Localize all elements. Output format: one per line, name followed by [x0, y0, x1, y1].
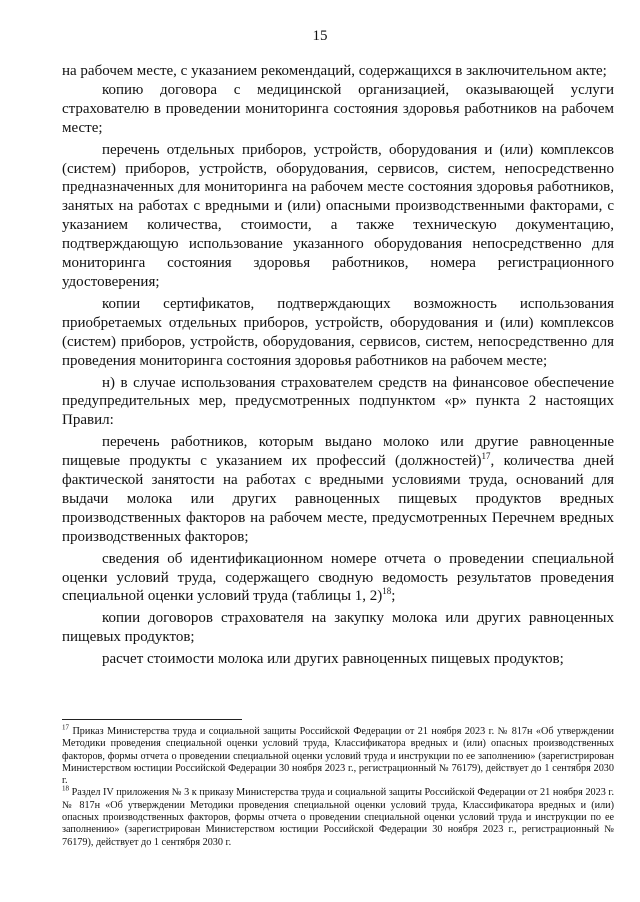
- paragraph: копии сертификатов, подтверждающих возможность использования приобретаемых отдельных приборов, устройств, оборудования и (или) комплексов (систем) приборов, устройств, оборудования, сервисов, систем, непосредственно для проведения мониторинга состояния здоровья работников на рабочем месте;: [62, 295, 614, 369]
- footnote: [62, 723, 614, 787]
- footnote-ref: 17: [481, 451, 491, 462]
- footnote-number: 17: [62, 723, 69, 732]
- paragraph: [62, 433, 614, 546]
- body-text: [62, 62, 614, 669]
- footnote-divider: [62, 719, 242, 720]
- paragraph: перечень отдельных приборов, устройств, оборудования и (или) комплексов (систем) приборов, устройств, оборудования, сервисов, систем, непосредственно предназначенных для мониторинга на рабочем месте состояния здоровья работников, занятых на работах с вредными и (или) опасными производственными факторами, с указанием количества, стоимости, а также техническую документацию, подтверждающую использование указанного оборудования непосредственно для мониторинга состояния здоровья работников, номера регистрационного удостоверения;: [62, 141, 614, 290]
- paragraph: копию договора с медицинской организацией, оказывающей услуги страхователю в проведении мониторинга состояния здоровья работников на рабочем месте;: [62, 81, 614, 136]
- footnote-ref: 18: [382, 586, 392, 597]
- paragraph-text: сведения об идентификационном номере отчета о проведении специальной оценки условий труда, содержащего сводную ведомость результатов проведения специальной оценки условий труда (таблицы 1, 2): [62, 550, 614, 605]
- paragraph: на рабочем месте, с указанием рекомендаций, содержащихся в заключительном акте;: [62, 63, 607, 79]
- paragraph-text-continued: ;: [391, 588, 396, 605]
- paragraph-text-continued: , количества дней фактической занятости на работах с вредными условиями труда, оснований для выдачи молока или других равноценных пищевых продуктов вредных производственных факторов на рабочем месте, предусмотренных Перечнем вредных производственных факторов;: [62, 453, 614, 545]
- footnote-number: 18: [62, 785, 69, 794]
- page-number: 15: [312, 28, 328, 44]
- footnotes: [62, 723, 614, 849]
- paragraph: копии договоров страхователя на закупку молока или других равноценных пищевых продуктов;: [62, 610, 614, 646]
- paragraph: расчет стоимости молока или других равноценных пищевых продуктов;: [102, 651, 564, 668]
- paragraph-text: перечень работников, которым выдано молоко или другие равноценные пищевые продукты с указанием их профессий (должностей): [62, 434, 614, 470]
- footnote-text: Приказ Министерства труда и социальной защиты Российской Федерации от 21 ноября 2023 г. № 817н «Об утверждении Методики проведения специальной оценки условий труда, Классификатора вредных и (или) опасных производственных факторов, формы отчета о проведении специальной оценки условий труда и инструкции по ее заполнению» (зарегистрирован Министерством юстиции Российской Федерации 30 ноября 2023 г., регистрационный № 76179), действует до 1 сентября 2030 г.: [62, 726, 614, 787]
- paragraph: н) в случае использования страхователем средств на финансовое обеспечение предупредительных мер, предусмотренных подпунктом «р» пункта 2 настоящих Правил:: [62, 374, 614, 429]
- paragraph: [62, 550, 614, 607]
- footnote-text: Раздел IV приложения № 3 к приказу Министерства труда и социальной защиты Российской Федерации от 21 ноября 2023 г. № 817н «Об утверждении Методики проведения специальной оценки условий труда, Классификатора вредных и (или) опасных производственных факторов, формы отчета о проведении специальной оценки условий труда и инструкции по ее заполнению» (зарегистрирован Министерством юстиции Российской Федерации 30 ноября 2023 г., регистрационный № 76179), действует до 1 сентября 2030 г.: [62, 787, 614, 848]
- footnote: [62, 787, 614, 848]
